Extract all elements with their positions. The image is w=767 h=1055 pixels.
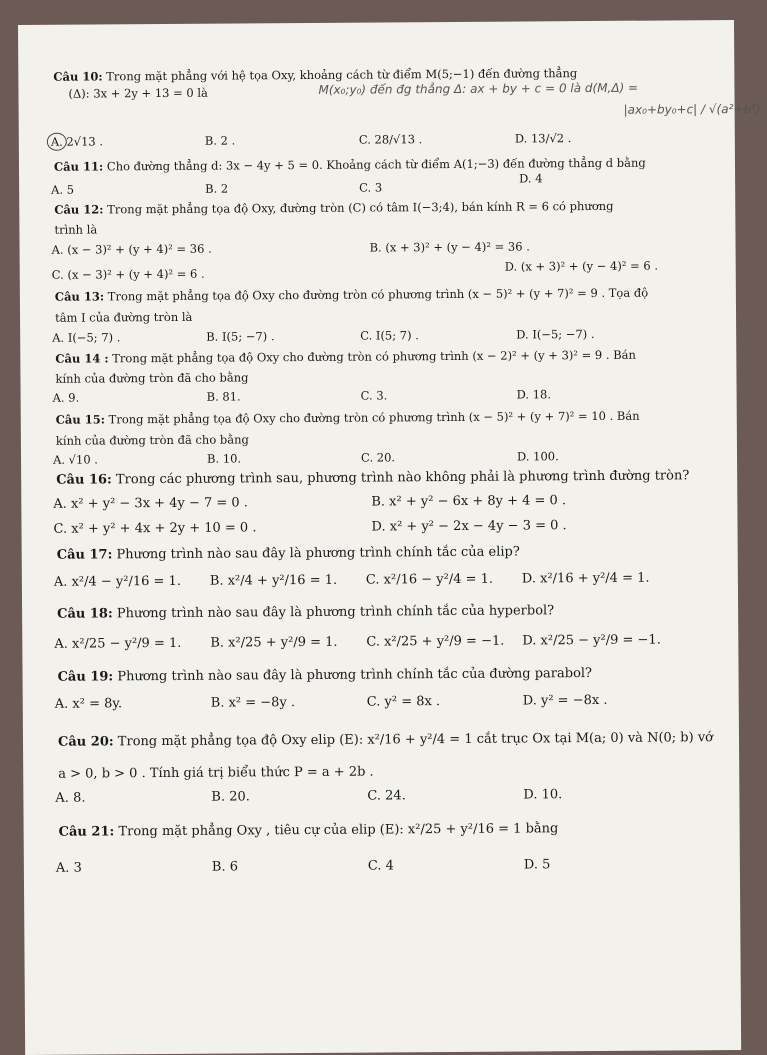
q19-option-c: C. y² = 8x . — [366, 694, 441, 710]
q16-option-d: D. x² + y² − 2x − 4y − 3 = 0 . — [371, 518, 567, 535]
q13-option-a: A. I(−5; 7) . — [52, 330, 121, 345]
q11-option-b: B. 2 — [205, 181, 229, 196]
question-12: Câu 12: Trong mặt phẳng tọa độ Oxy, đường tròn (C) có tâm I(−3;4), bán kính R = 6 có phương — [54, 198, 614, 217]
q17-option-c: C. x²/16 − y²/4 = 1. — [365, 571, 494, 588]
q10-option-d: D. 13/√2 . — [514, 131, 572, 146]
q14-option-a: A. 9. — [52, 390, 80, 405]
q14-option-d: D. 18. — [516, 387, 552, 402]
q15-option-a: A. √10 . — [52, 452, 98, 467]
q16-option-a: A. x² + y² − 3x + 4y − 7 = 0 . — [53, 495, 248, 512]
q11-option-d: D. 4 — [519, 171, 543, 186]
question-16: Câu 16: Trong các phương trình sau, phương trình nào không phải là phương trình đường tròn? — [56, 468, 690, 488]
q16-option-b: B. x² + y² − 6x + 8y + 4 = 0 . — [371, 493, 567, 510]
q21-option-d: D. 5 — [523, 857, 551, 873]
q14-option-b: B. 81. — [206, 389, 241, 404]
q19-option-d: D. y² = −8x . — [522, 692, 608, 709]
q20-option-c: C. 24. — [367, 788, 406, 804]
question-20-cont: a > 0, b > 0 . Tính giá trị biểu thức P = a + 2b . — [58, 764, 374, 782]
q20-option-b: B. 20. — [211, 789, 250, 805]
question-13-cont: tâm I của đường tròn là — [54, 309, 193, 325]
q11-option-c: C. 3 — [359, 180, 383, 195]
q11-option-a: A. 5 — [51, 182, 75, 197]
question-11: Câu 11: Cho đường thẳng d: 3x − 4y + 5 = 0. Khoảng cách từ điểm A(1;−3) đến đường thẳng d bằng — [53, 155, 646, 174]
q15-option-b: B. 10. — [206, 451, 242, 466]
q12-option-b: B. (x + 3)² + (y − 4)² = 36 . — [369, 239, 530, 255]
q12-option-c: C. (x − 3)² + (y + 4)² = 6 . — [51, 266, 205, 282]
q10-option-c: C. 28/√13 . — [358, 132, 423, 147]
question-14: Câu 14 : Trong mặt phẳng tọa độ Oxy cho đường tròn có phương trình (x − 2)² + (y + 3)² = 9 . Bán — [55, 347, 636, 366]
q12-option-a: A. (x − 3)² + (y + 4)² = 36 . — [51, 241, 212, 257]
q20-option-a: A. 8. — [55, 790, 86, 806]
q21-option-b: B. 6 — [211, 859, 239, 875]
q18-option-a: A. x²/25 − y²/9 = 1. — [54, 635, 182, 652]
q18-option-c: C. x²/25 + y²/9 = −1. — [366, 633, 505, 650]
q12-option-d: D. (x + 3)² + (y − 4)² = 6 . — [504, 258, 659, 274]
question-14-cont: kính của đường tròn đã cho bằng — [55, 370, 249, 386]
question-21: Câu 21: Trong mặt phẳng Oxy , tiêu cự của elip (E): x²/25 + y²/16 = 1 bằng — [58, 821, 559, 840]
q15-option-c: C. 20. — [360, 450, 396, 465]
question-15: Câu 15: Trong mặt phẳng tọa độ Oxy cho đường tròn có phương trình (x − 5)² + (y + 7)² = 10 . Bán — [55, 408, 640, 427]
question-17: Câu 17: Phương trình nào sau đây là phương trình chính tắc của elip? — [56, 544, 520, 563]
q20-option-d: D. 10. — [523, 787, 563, 803]
q18-option-d: D. x²/25 − y²/9 = −1. — [522, 632, 661, 649]
handwritten-note-2: |ax₀+by₀+c| / √(a²+b²) — [623, 101, 761, 117]
q13-option-b: B. I(5; −7) . — [206, 329, 275, 344]
question-20: Câu 20: Trong mặt phẳng tọa độ Oxy elip (E): x²/16 + y²/4 = 1 cắt trục Ox tại M(a; 0) và N(0; b) vớ — [57, 730, 714, 750]
q17-option-a: A. x²/4 − y²/16 = 1. — [53, 573, 181, 590]
question-10: Câu 10: Trong mặt phẳng với hệ tọa Oxy, khoảng cách từ điểm M(5;−1) đến đường thẳng — [53, 66, 578, 84]
q21-option-a: A. 3 — [55, 860, 82, 876]
q19-option-b: B. x² = −8y . — [210, 695, 296, 711]
question-19: Câu 19: Phương trình nào sau đây là phương trình chính tắc của đường parabol? — [57, 666, 593, 685]
q21-option-c: C. 4 — [367, 858, 394, 874]
question-13: Câu 13: Trong mặt phẳng tọa độ Oxy cho đường tròn có phương trình (x − 5)² + (y + 7)² = 9 . Tọa độ — [54, 285, 649, 304]
question-18: Câu 18: Phương trình nào sau đây là phương trình chính tắc của hyperbol? — [57, 603, 555, 622]
q16-option-c: C. x² + y² + 4x + 2y + 10 = 0 . — [53, 520, 257, 537]
q10-option-b: B. 2 . — [204, 133, 236, 148]
handwritten-note-1: M(x₀;y₀) đến đg thẳng Δ: ax + by + c = 0 là d(M,Δ) = — [318, 80, 639, 97]
exam-page — [18, 20, 761, 1055]
q14-option-c: C. 3. — [360, 388, 388, 403]
q17-option-b: B. x²/4 + y²/16 = 1. — [209, 572, 338, 589]
q18-option-b: B. x²/25 + y²/9 = 1. — [210, 634, 338, 651]
q13-option-c: C. I(5; 7) . — [360, 328, 419, 343]
question-10-line: (Δ): 3x + 2y + 13 = 0 là — [68, 85, 208, 101]
q15-option-d: D. 100. — [516, 449, 559, 464]
question-12-cont: trình là — [54, 222, 98, 237]
q10-option-a: A. 2√13 . — [50, 134, 104, 149]
q17-option-d: D. x²/16 + y²/4 = 1. — [521, 570, 650, 587]
question-15-cont: kính của đường tròn đã cho bằng — [55, 432, 249, 448]
q13-option-d: D. I(−5; −7) . — [516, 326, 595, 342]
q19-option-a: A. x² = 8y. — [54, 696, 123, 712]
